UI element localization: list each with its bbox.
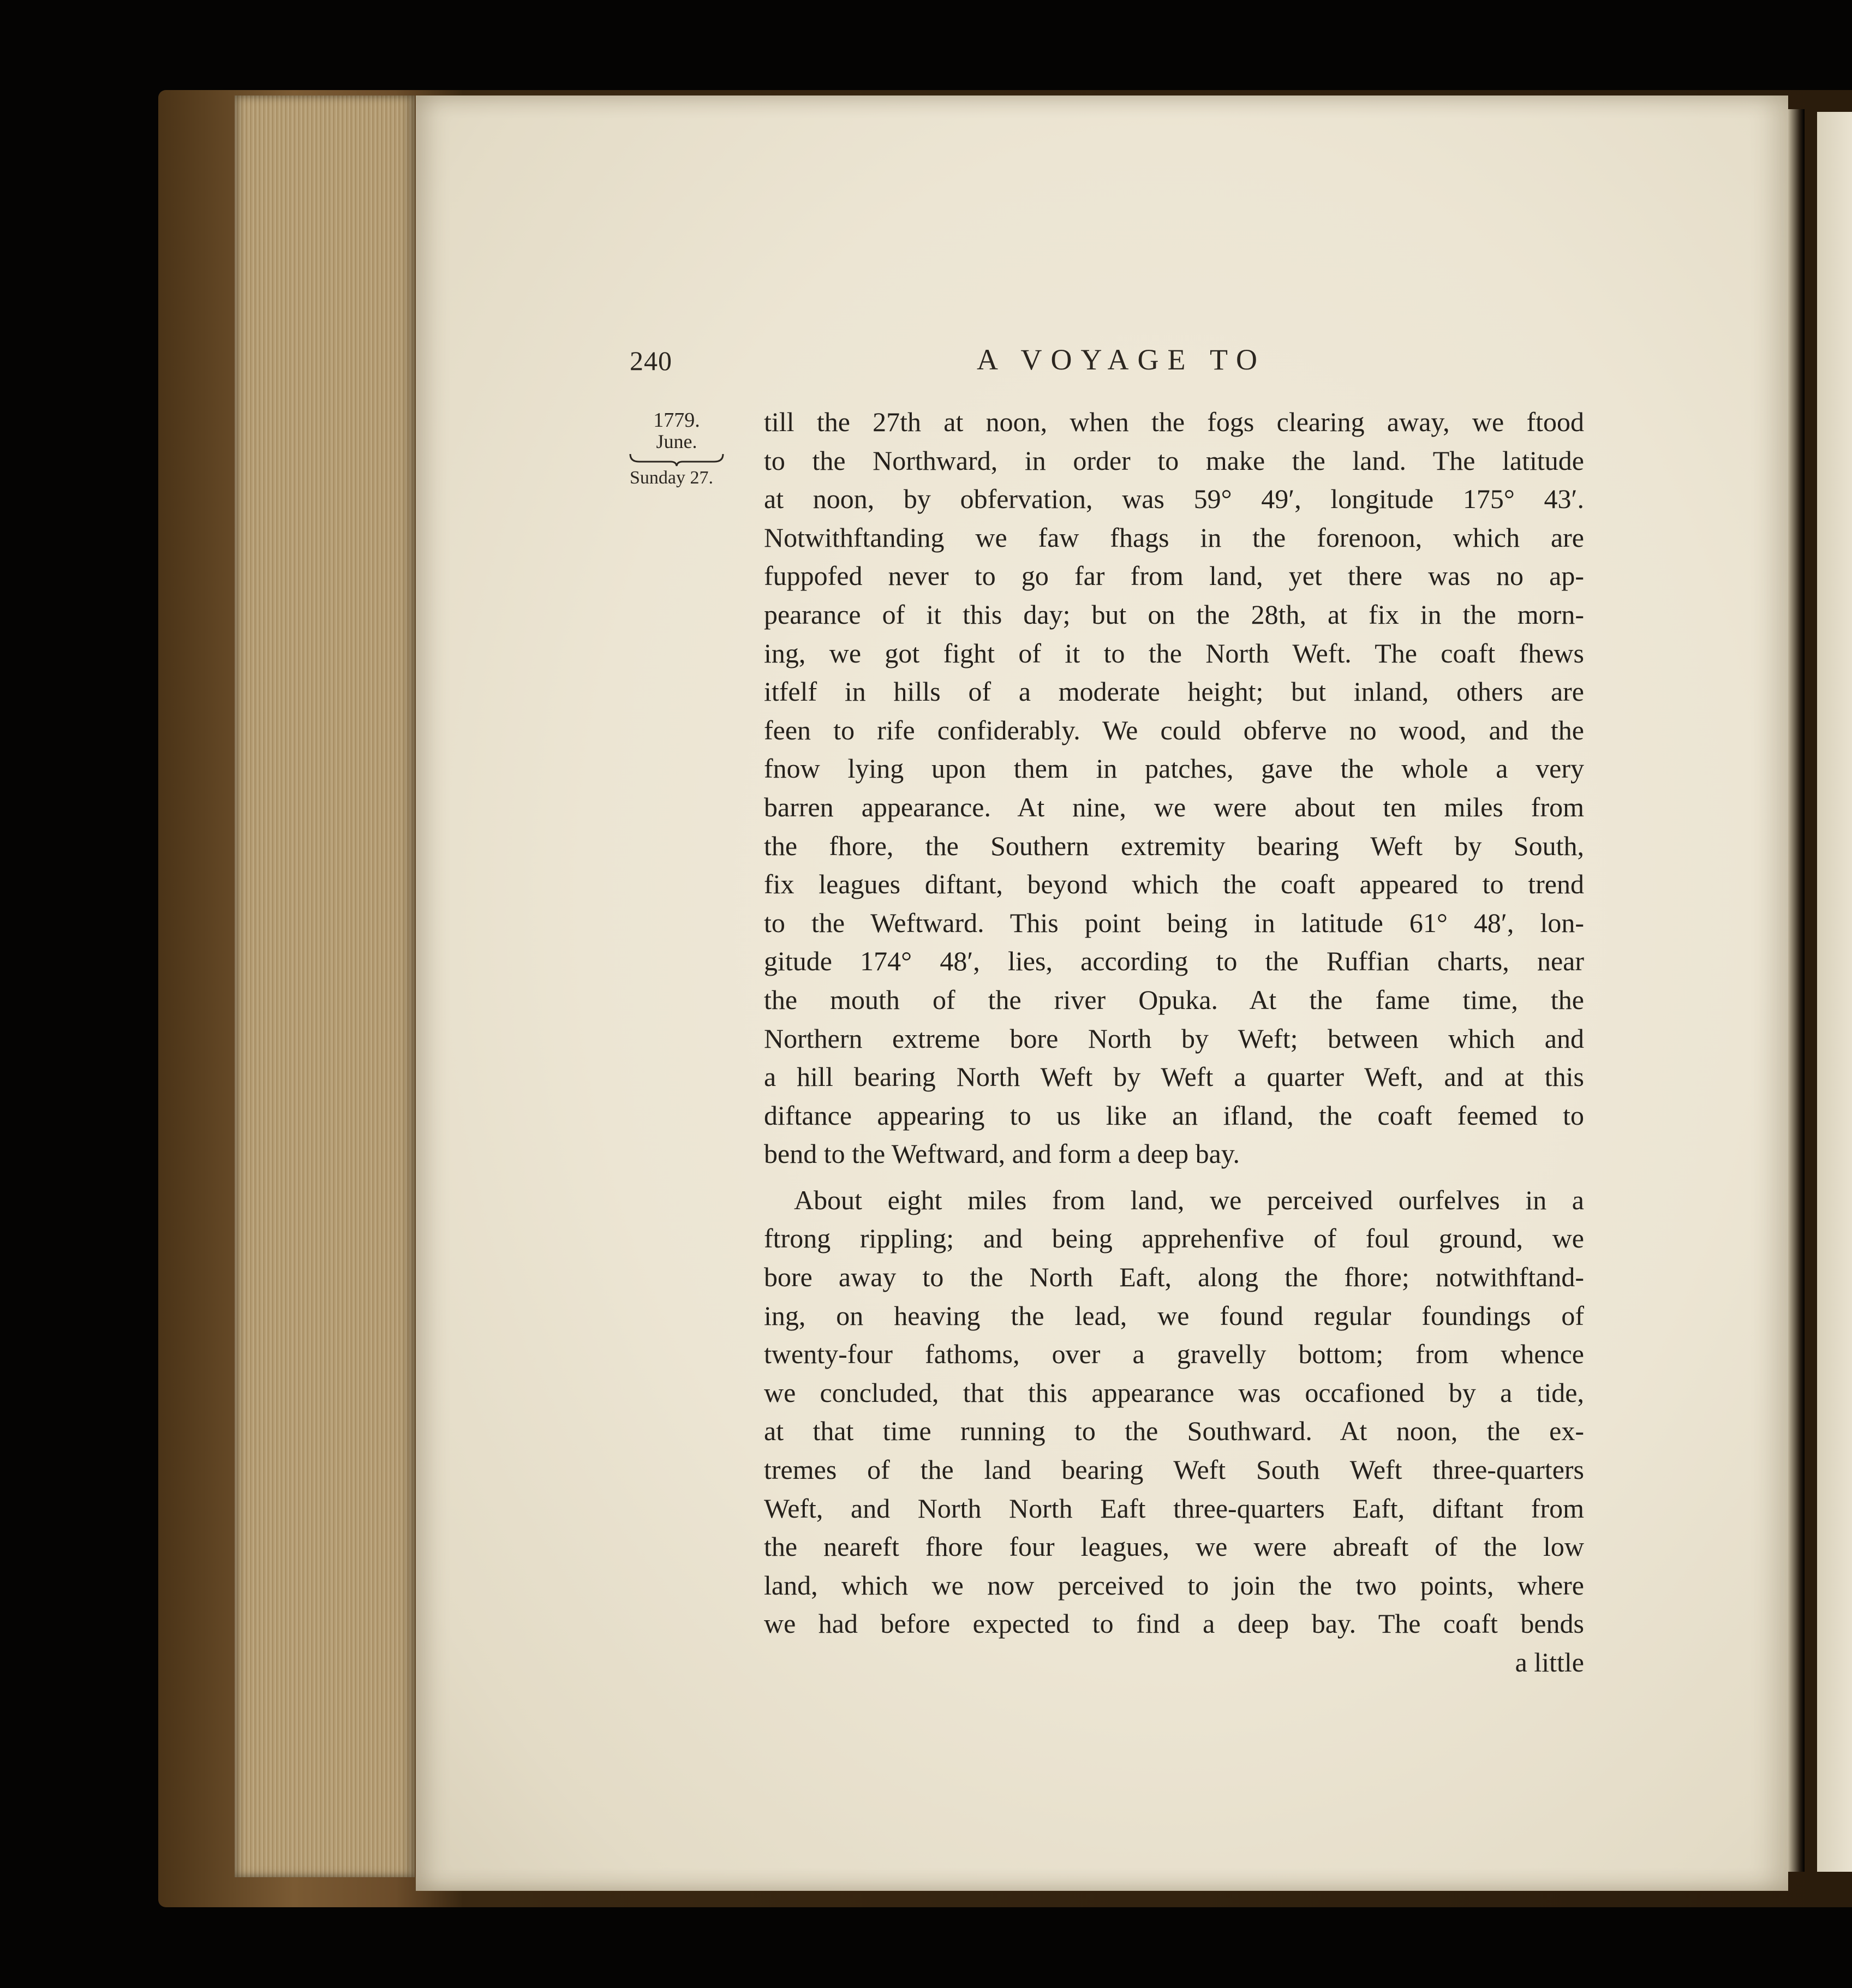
text-line: the neareft fhore four leagues, we were abreaft of the low <box>764 1531 1584 1562</box>
text-line: bore away to the North Eaft, along the fhore; notwithftand- <box>764 1262 1584 1293</box>
facing-page-edge <box>1817 112 1852 1872</box>
margin-year: 1779. <box>653 409 700 432</box>
text-line: we concluded, that this appearance was occafioned by a tide, <box>764 1377 1584 1408</box>
text-line: ing, we got fight of it to the North Weft. The coaft fhews <box>764 637 1584 668</box>
margin-day: Sunday 27. <box>630 468 713 488</box>
margin-note <box>628 409 726 489</box>
margin-month: June. <box>656 431 697 452</box>
text-line: Northern extreme bore North by Weft; between which and <box>764 1023 1584 1054</box>
book-gutter <box>1788 109 1805 1872</box>
text-line: the fhore, the Southern extremity bearing Weft by South, <box>764 830 1584 861</box>
text-line: twenty-four fathoms, over a gravelly bottom; from whence <box>764 1339 1584 1370</box>
text-line: we had before expected to find a deep bay. The coaft bends <box>764 1608 1584 1639</box>
page-edges <box>235 95 415 1877</box>
text-line: fuppofed never to go far from land, yet there was no ap- <box>764 560 1584 592</box>
text-line: tremes of the land bearing Weft South Weft three-quarters <box>764 1454 1584 1485</box>
text-line: a hill bearing North Weft by Weft a quarter Weft, and at this <box>764 1061 1584 1092</box>
paragraph-2 <box>764 1181 1584 1643</box>
text-line: ing, on heaving the lead, we found regular foundings of <box>764 1300 1584 1331</box>
text-line: feen to rife confiderably. We could obferve no wood, and the <box>764 714 1584 745</box>
text-line: at noon, by obfervation, was 59° 49′, longitude 175° 43′. <box>764 483 1584 515</box>
text-line: till the 27th at noon, when the fogs clearing away, we ftood <box>764 407 1584 437</box>
text-line: the mouth of the river Opuka. At the fame time, the <box>764 984 1584 1015</box>
paragraph-1 <box>764 403 1584 1173</box>
text-line: fnow lying upon them in patches, gave the whole a very <box>764 753 1584 784</box>
brace-icon <box>628 452 725 467</box>
text-line: to the Weftward. This point being in latitude 61° 48′, lon- <box>764 907 1584 938</box>
page-number: 240 <box>630 345 672 376</box>
text-line: fix leagues diftant, beyond which the coaft appeared to trend <box>764 869 1584 900</box>
text-line: Weft, and North North Eaft three-quarters Eaft, diftant from <box>764 1493 1584 1524</box>
text-line: bend to the Weftward, and form a deep bay. <box>764 1138 1240 1169</box>
text-line: itfelf in hills of a moderate height; but inland, others are <box>764 676 1584 707</box>
text-line: barren appearance. At nine, we were about ten miles from <box>764 791 1584 822</box>
text-line: ftrong rippling; and being apprehenfive of foul ground, we <box>764 1223 1584 1254</box>
catchword: a little <box>1515 1647 1584 1677</box>
text-line: to the Northward, in order to make the land. The latitude <box>764 445 1584 476</box>
text-line: land, which we now perceived to join the two points, where <box>764 1569 1584 1601</box>
running-head-title: A VOYAGE TO <box>977 343 1266 376</box>
text-line: gitude 174° 48′, lies, according to the Ruffian charts, near <box>764 946 1584 977</box>
text-line: diftance appearing to us like an ifland, the coaft feemed to <box>764 1100 1584 1131</box>
text-line: pearance of it this day; but on the 28th, at fix in the morn- <box>764 599 1584 630</box>
text-line: at that time running to the Southward. At noon, the ex- <box>764 1416 1584 1447</box>
text-line: Notwithftanding we faw fhags in the forenoon, which are <box>764 522 1584 553</box>
text-line: About eight miles from land, we perceived ourfelves in a <box>794 1184 1584 1215</box>
body-text <box>764 403 1584 1643</box>
